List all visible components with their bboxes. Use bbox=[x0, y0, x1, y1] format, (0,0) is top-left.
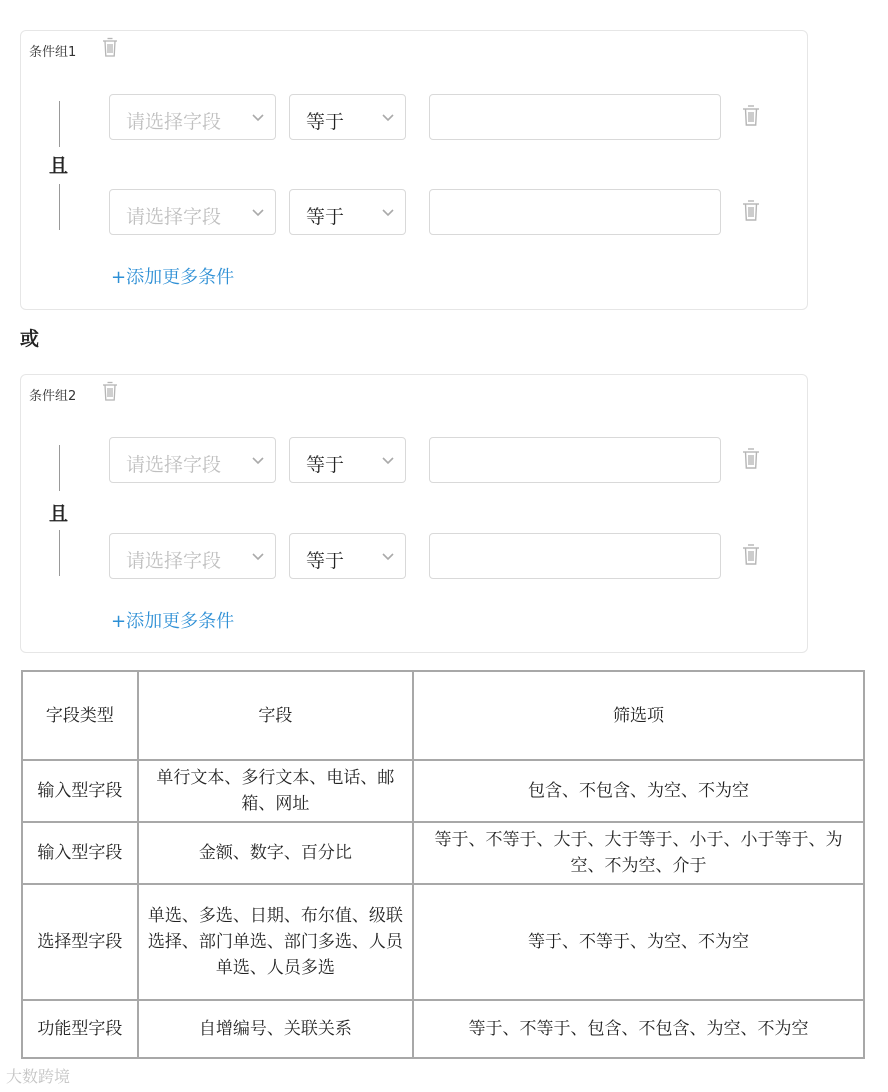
operator-select-value: 等于 bbox=[306, 454, 345, 476]
field-select-placeholder: 请选择字段 bbox=[126, 111, 222, 133]
operator-select-value: 等于 bbox=[306, 550, 345, 572]
delete-group-trash-icon[interactable] bbox=[101, 37, 119, 63]
cell-field-type: 输入型字段 bbox=[22, 822, 138, 884]
and-connector-line bbox=[59, 530, 60, 576]
chevron-down-icon bbox=[251, 204, 265, 223]
and-connector-line bbox=[59, 184, 60, 230]
cell-filters: 等于、不等于、包含、不包含、为空、不为空 bbox=[413, 1000, 864, 1058]
add-condition-link[interactable]: +添加更多条件 bbox=[111, 267, 235, 288]
operator-select[interactable] bbox=[289, 94, 406, 140]
field-select[interactable] bbox=[109, 94, 276, 140]
or-label: 或 bbox=[20, 328, 40, 350]
table-header-row bbox=[22, 671, 864, 760]
field-select[interactable] bbox=[109, 533, 276, 579]
cell-fields: 单选、多选、日期、布尔值、级联选择、部门单选、部门多选、人员单选、人员多选 bbox=[138, 884, 413, 1000]
cell-fields: 金额、数字、百分比 bbox=[138, 822, 413, 884]
field-filter-table bbox=[21, 670, 865, 1059]
operator-select[interactable] bbox=[289, 437, 406, 483]
cell-filters: 包含、不包含、为空、不为空 bbox=[413, 760, 864, 822]
field-select-placeholder: 请选择字段 bbox=[126, 206, 222, 228]
and-connector-line bbox=[59, 445, 60, 491]
chevron-down-icon bbox=[381, 452, 395, 471]
table-row bbox=[22, 760, 864, 822]
value-input[interactable] bbox=[429, 437, 721, 483]
field-select[interactable] bbox=[109, 189, 276, 235]
chevron-down-icon bbox=[381, 204, 395, 223]
delete-group-trash-icon[interactable] bbox=[101, 381, 119, 407]
header-field-type: 字段类型 bbox=[22, 671, 138, 760]
operator-select[interactable] bbox=[289, 533, 406, 579]
condition-group-2 bbox=[20, 374, 808, 653]
delete-row-trash-icon[interactable] bbox=[741, 199, 761, 227]
chevron-down-icon bbox=[251, 109, 265, 128]
operator-select-value: 等于 bbox=[306, 111, 345, 133]
field-select-placeholder: 请选择字段 bbox=[126, 550, 222, 572]
and-label: 且 bbox=[49, 503, 69, 525]
and-label: 且 bbox=[49, 155, 69, 177]
value-input[interactable] bbox=[429, 94, 721, 140]
field-select[interactable] bbox=[109, 437, 276, 483]
cell-fields: 单行文本、多行文本、电话、邮箱、网址 bbox=[138, 760, 413, 822]
group-title: 条件组1 bbox=[29, 45, 77, 60]
value-input[interactable] bbox=[429, 533, 721, 579]
chevron-down-icon bbox=[381, 109, 395, 128]
operator-select[interactable] bbox=[289, 189, 406, 235]
header-field: 字段 bbox=[138, 671, 413, 760]
operator-select-value: 等于 bbox=[306, 206, 345, 228]
group-title: 条件组2 bbox=[29, 389, 77, 404]
field-select-placeholder: 请选择字段 bbox=[126, 454, 222, 476]
header-filters: 筛选项 bbox=[413, 671, 864, 760]
cell-field-type: 选择型字段 bbox=[22, 884, 138, 1000]
cell-field-type: 功能型字段 bbox=[22, 1000, 138, 1058]
delete-row-trash-icon[interactable] bbox=[741, 543, 761, 571]
condition-group-1 bbox=[20, 30, 808, 310]
chevron-down-icon bbox=[251, 548, 265, 567]
cell-field-type: 输入型字段 bbox=[22, 760, 138, 822]
cell-fields: 自增编号、关联关系 bbox=[138, 1000, 413, 1058]
delete-row-trash-icon[interactable] bbox=[741, 447, 761, 475]
cell-filters: 等于、不等于、为空、不为空 bbox=[413, 884, 864, 1000]
table-row bbox=[22, 1000, 864, 1058]
table-row bbox=[22, 822, 864, 884]
watermark: 大数跨境 bbox=[6, 1067, 71, 1086]
table-row bbox=[22, 884, 864, 1000]
cell-filters: 等于、不等于、大于、大于等于、小于、小于等于、为空、不为空、介于 bbox=[413, 822, 864, 884]
value-input[interactable] bbox=[429, 189, 721, 235]
add-condition-link[interactable]: +添加更多条件 bbox=[111, 611, 235, 632]
chevron-down-icon bbox=[251, 452, 265, 471]
delete-row-trash-icon[interactable] bbox=[741, 104, 761, 132]
and-connector-line bbox=[59, 101, 60, 147]
chevron-down-icon bbox=[381, 548, 395, 567]
